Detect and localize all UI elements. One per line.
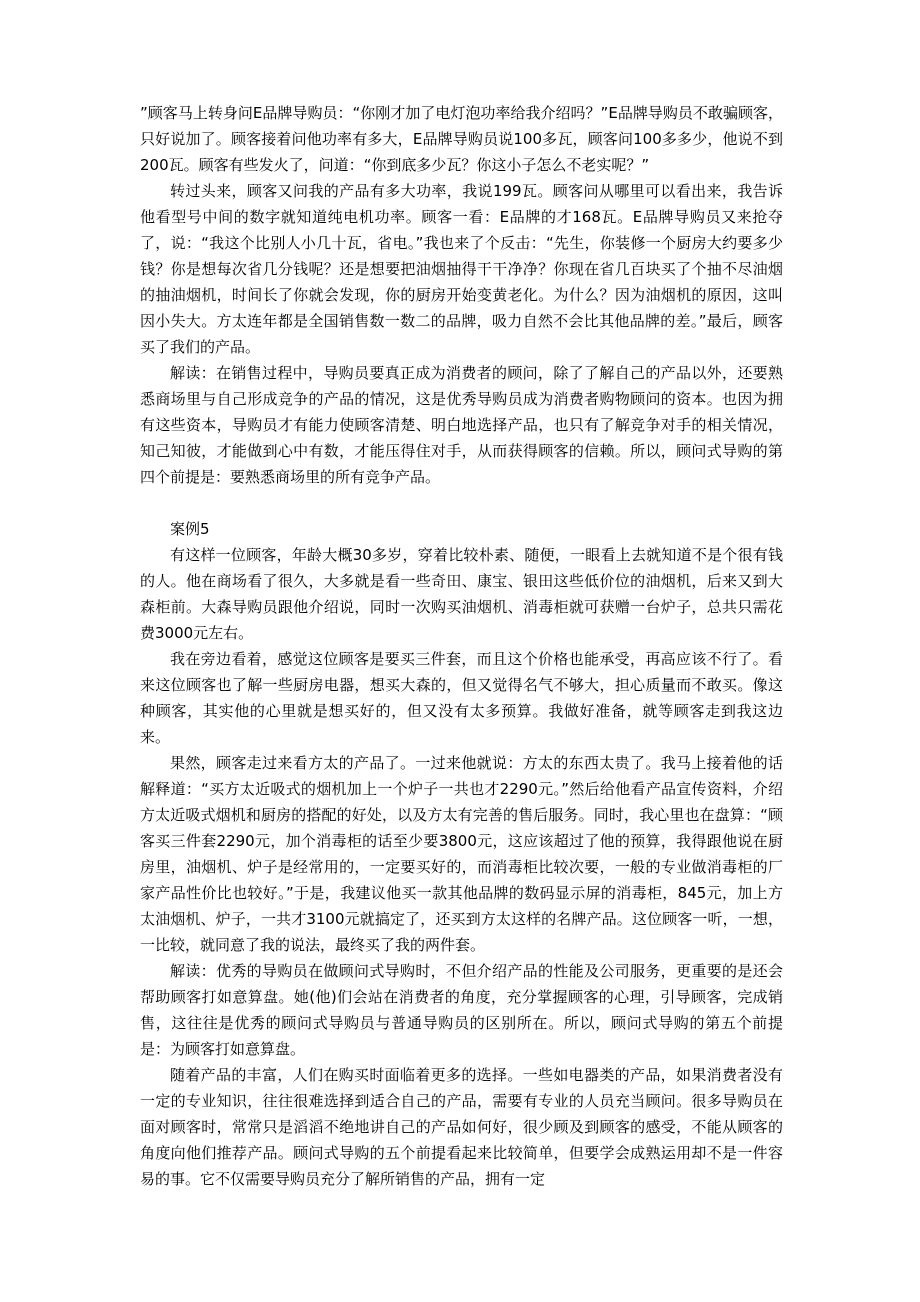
case-paragraph-4: 解读：优秀的导购员在做顾问式导购时，不但介绍产品的性能及公司服务，更重要的是还会帮助顾客打如意算盘。她(他)们会站在消费者的角度，充分掌握顾客的心理，引导顾客，完成销售，这往往是优秀的顾问式导购员与普通导购员的区别所在。所以，顾问式导购的第五个前提是：为顾客打如意算盘。 <box>140 962 783 1058</box>
paragraph-2: 转过头来，顾客又问我的产品有多大功率，我说199瓦。顾客问从哪里可以看出来，我告诉他看型号中间的数字就知道纯电机功率。顾客一看：E品牌的才168瓦。E品牌导购员又来抢夺了，说：“我这个比别人小几十瓦，省电。”我也来了个反击：“先生，你装修一个厨房大约要多少钱？你是想每次省几分钱呢？还是想要把油烟抽得干干净净？你现在省几百块买了个抽不尽油烟的抽油烟机，时间长了你就会发现，你的厨房开始变黄老化。为什么？因为油烟机的原因，这叫因小失大。方太连年都是全国销售数一数二的品牌，吸力自然不会比其他品牌的差。”最后，顾客买了我们的产品。 <box>140 182 783 356</box>
paragraph-1: ”顾客马上转身问E品牌导购员：“你刚才加了电灯泡功率给我介绍吗？”E品牌导购员不敢骗顾客，只好说加了。顾客接着问他功率有多大，E品牌导购员说100多瓦，顾客问100多多少，他说不到200瓦。顾客有些发火了，问道：“你到底多少瓦？你这小子怎么不老实呢？” <box>140 104 783 174</box>
case-paragraph-5: 随着产品的丰富，人们在购买时面临着更多的选择。一些如电器类的产品，如果消费者没有一定的专业知识，往往很难选择到适合自己的产品，需要有专业的人员充当顾问。很多导购员在面对顾客时，常常只是滔滔不绝地讲自己的产品如何好，很少顾及到顾客的感受，不能从顾客的角度向他们推荐产品。顾问式导购的五个前提看起来比较简单，但要学会成熟运用却不是一件容易的事。它不仅需要导购员充分了解所销售的产品，拥有一定 <box>140 1066 783 1188</box>
case-paragraph-2: 我在旁边看着，感觉这位顾客是要买三件套，而且这个价格也能承受，再高应该不行了。看来这位顾客也了解一些厨房电器，想买大森的，但又觉得名气不够大，担心质量而不敢买。像这种顾客，其实他的心里就是想买好的，但又没有太多预算。我做好准备，就等顾客走到我这边来。 <box>140 650 783 746</box>
case-paragraph-3: 果然，顾客走过来看方太的产品了。一过来他就说：方太的东西太贵了。我马上接着他的话解释道：“买方太近吸式的烟机加上一个炉子一共也才2290元。”然后给他看产品宣传资料，介绍方太近吸式烟机和厨房的搭配的好处，以及方太有完善的售后服务。同时，我心里也在盘算：“顾客买三件套2290元，加个消毒柜的话至少要3800元，这应该超过了他的预算，我得跟他说在厨房里，油烟机、炉子是经常用的，一定要买好的，而消毒柜比较次要，一般的专业做消毒柜的厂家产品性价比也较好。”于是，我建议他买一款其他品牌的数码显示屏的消毒柜，845元，加上方太油烟机、炉子，一共才3100元就搞定了，还买到方太这样的名牌产品。这位顾客一听，一想，一比较，就同意了我的说法，最终买了我的两件套。 <box>140 754 783 954</box>
case-paragraph-1: 有这样一位顾客，年龄大概30多岁，穿着比较朴素、随便，一眼看上去就知道不是个很有钱的人。他在商场看了很久，大多就是看一些奇田、康宝、银田这些低价位的油烟机，后来又到大森柜前。大森导购员跟他介绍说，同时一次购买油烟机、消毒柜就可获赠一台炉子，总共只需花费3000元左右。 <box>140 546 783 642</box>
paragraph-3: 解读：在销售过程中，导购员要真正成为消费者的顾问，除了了解自己的产品以外，还要熟悉商场里与自己形成竞争的产品的情况，这是优秀导购员成为消费者购物顾问的资本。也因为拥有这些资本，导购员才有能力使顾客清楚、明白地选择产品，也只有了解竞争对手的相关情况，知己知彼，才能做到心中有数，才能压得住对手，从而获得顾客的信赖。所以，顾问式导购的第四个前提是：要熟悉商场里的所有竞争产品。 <box>140 364 783 486</box>
case-heading: 案例5 <box>170 520 210 538</box>
document-page <box>140 100 783 1192</box>
